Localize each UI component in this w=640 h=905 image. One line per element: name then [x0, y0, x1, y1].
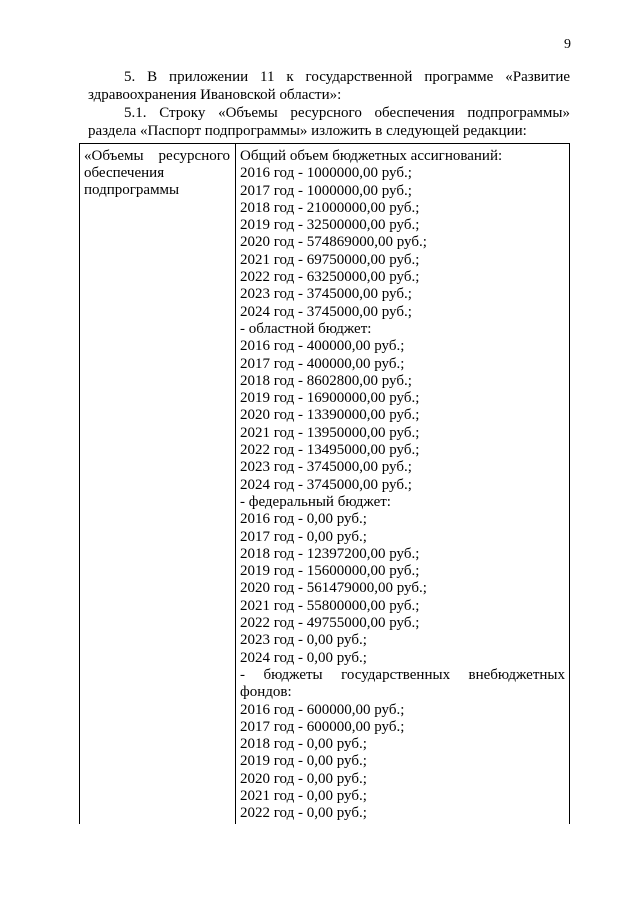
right-cell-line: 2017 год - 0,00 руб.;	[240, 528, 367, 545]
right-cell-line: 2018 год - 8602800,00 руб.;	[240, 372, 412, 389]
table-left-cell	[84, 148, 230, 199]
right-cell-line: 2017 год - 600000,00 руб.;	[240, 718, 405, 735]
paragraph-5-1-line-1: 5.1. Строку «Объемы ресурсного обеспечения подпрограммы»	[124, 105, 570, 121]
left-cell-line: подпрограммы	[84, 182, 180, 198]
right-cell-line: 2022 год - 63250000,00 руб.;	[240, 269, 420, 286]
left-cell-line: «Объемы ресурсного	[84, 148, 230, 164]
table-column-divider	[235, 144, 236, 824]
paragraph-5-line-2: здравоохранения Ивановской области»:	[88, 87, 342, 103]
right-cell-line: 2022 год - 0,00 руб.;	[240, 805, 367, 822]
right-cell-line: 2021 год - 0,00 руб.;	[240, 787, 367, 804]
paragraph-5-line-1: 5. В приложении 11 к государственной программе «Развитие	[124, 69, 570, 85]
right-cell-line: Общий объем бюджетных ассигнований:	[240, 148, 503, 164]
right-cell-line: - бюджеты государственных внебюджетных	[240, 666, 565, 683]
right-cell-line: 2020 год - 0,00 руб.;	[240, 770, 367, 787]
left-cell-line: обеспечения	[84, 165, 165, 181]
right-cell-line: 2024 год - 3745000,00 руб.;	[240, 303, 412, 320]
resource-table	[79, 143, 570, 824]
right-cell-line: 2016 год - 0,00 руб.;	[240, 511, 367, 528]
right-cell-line: 2017 год - 1000000,00 руб.;	[240, 182, 412, 199]
right-cell-line: - федеральный бюджет:	[240, 493, 391, 510]
right-cell-line: 2023 год - 3745000,00 руб.;	[240, 286, 412, 303]
right-cell-line: 2024 год - 3745000,00 руб.;	[240, 476, 412, 493]
right-cell-line: 2019 год - 15600000,00 руб.;	[240, 563, 420, 580]
paragraph-5-1-line-2: раздела «Паспорт подпрограммы» изложить в следующей редакции:	[88, 123, 527, 139]
right-cell-line: 2020 год - 574869000,00 руб.;	[240, 234, 427, 251]
table-right-cell	[240, 148, 565, 823]
right-cell-line: 2022 год - 13495000,00 руб.;	[240, 442, 420, 459]
right-cell-line: 2023 год - 0,00 руб.;	[240, 632, 367, 649]
right-cell-line: 2017 год - 400000,00 руб.;	[240, 355, 405, 372]
paragraph-5-1	[88, 104, 570, 140]
right-cell-line: 2021 год - 13950000,00 руб.;	[240, 424, 420, 441]
right-cell-line: 2019 год - 16900000,00 руб.;	[240, 390, 420, 407]
right-cell-line: 2021 год - 55800000,00 руб.;	[240, 597, 420, 614]
right-cell-line: 2016 год - 600000,00 руб.;	[240, 701, 405, 718]
right-cell-line: 2022 год - 49755000,00 руб.;	[240, 615, 420, 632]
page-number: 9	[564, 37, 571, 52]
right-cell-line: 2020 год - 13390000,00 руб.;	[240, 407, 420, 424]
right-cell-line: 2021 год - 69750000,00 руб.;	[240, 251, 420, 268]
right-cell-line: 2019 год - 32500000,00 руб.;	[240, 217, 420, 234]
paragraph-5	[88, 68, 570, 104]
right-cell-line: 2018 год - 12397200,00 руб.;	[240, 545, 420, 562]
right-cell-line: 2024 год - 0,00 руб.;	[240, 649, 367, 666]
right-cell-line: - областной бюджет:	[240, 320, 372, 337]
right-cell-line: 2018 год - 0,00 руб.;	[240, 736, 367, 753]
right-cell-line: 2020 год - 561479000,00 руб.;	[240, 580, 427, 597]
right-cell-line: 2016 год - 1000000,00 руб.;	[240, 165, 412, 182]
right-cell-line: 2019 год - 0,00 руб.;	[240, 753, 367, 770]
right-cell-line: 2016 год - 400000,00 руб.;	[240, 338, 405, 355]
right-cell-line: фондов:	[240, 684, 292, 701]
right-cell-line: 2023 год - 3745000,00 руб.;	[240, 459, 412, 476]
right-cell-line: 2018 год - 21000000,00 руб.;	[240, 199, 420, 216]
